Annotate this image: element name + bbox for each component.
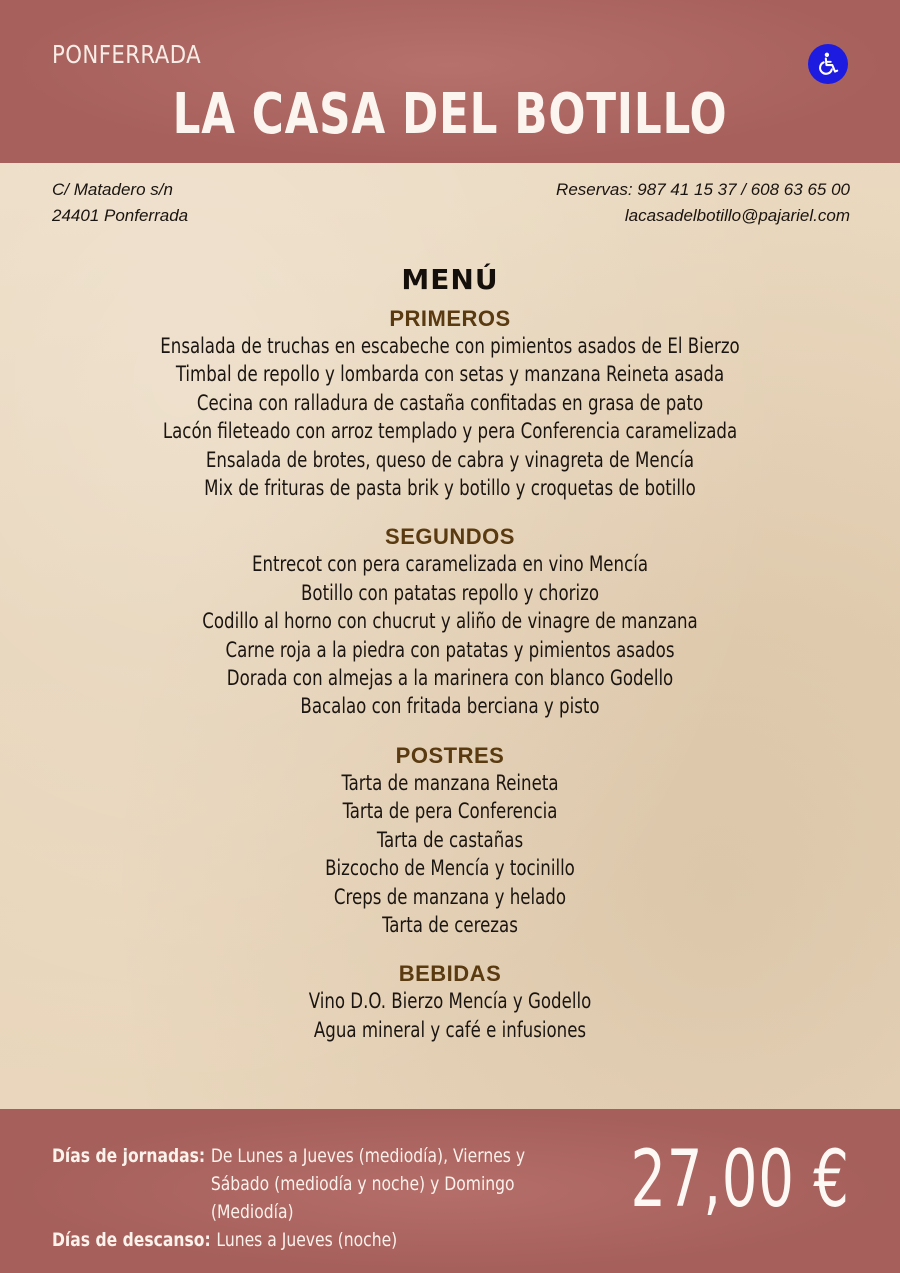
menu-item: Ensalada de brotes, queso de cabra y vinagreta de Mencía — [205, 447, 695, 472]
menu-price: 27,00 € — [630, 1135, 850, 1225]
section-bebidas — [0, 961, 900, 1044]
menu-item: Carne roja a la piedra con patatas y pimientos asados — [225, 637, 675, 662]
menu-item: Ensalada de truchas en escabeche con pimientos asados de El Bierzo — [160, 334, 740, 358]
menu-item: Bacalao con fritada berciana y pisto — [300, 694, 600, 719]
menu-item: Botillo con patatas repollo y chorizo — [300, 580, 599, 605]
menu-item: Bizcocho de Mencía y tocinillo — [325, 856, 575, 881]
menu-item: Creps de manzana y helado — [333, 884, 567, 909]
section-title: BEBIDAS — [398, 961, 502, 987]
menu-item: Tarta de cerezas — [382, 912, 518, 937]
menu-item: Agua mineral y café e infusiones — [313, 1017, 587, 1042]
city-label: PONFERRADA — [52, 40, 202, 69]
menu — [0, 260, 900, 1044]
email-address: lacasadelbotillo@pajariel.com — [624, 206, 850, 225]
opening-days-value: De Lunes a Jueves (mediodía), Viernes y Sábado (mediodía y noche) y Domingo (Mediodía) — [210, 1145, 526, 1223]
section-title: POSTRES — [395, 742, 505, 768]
restaurant-title: LA CASA DEL BOTILLO — [172, 82, 728, 147]
menu-item: Entrecot con pera caramelizada en vino Mencía — [251, 552, 649, 577]
menu-item: Lacón fileteado con arroz templado y pera Conferencia caramelizada — [162, 419, 738, 444]
address-block — [52, 177, 188, 229]
menu-item: Cecina con ralladura de castaña confitadas en grasa de pato — [196, 390, 704, 415]
menu-item: Tarta de manzana Reineta — [341, 770, 559, 795]
opening-days — [52, 1142, 577, 1226]
section-postres — [0, 743, 900, 939]
menu-item: Dorada con almejas a la marinera con blanco Godello — [226, 666, 674, 691]
menu-item: Tarta de pera Conferencia — [342, 799, 558, 824]
header-band — [0, 0, 900, 163]
wheelchair-icon — [808, 44, 848, 84]
menu-item: Vino D.O. Bierzo Mencía y Godello — [308, 989, 592, 1014]
section-segundos — [0, 524, 900, 720]
rest-days-value: Lunes a Jueves (noche) — [216, 1229, 398, 1251]
menu-item: Mix de frituras de pasta brik y botillo y croquetas de botillo — [204, 476, 696, 501]
opening-days-label: Días de jornadas: — [52, 1145, 206, 1167]
section-title: PRIMEROS — [389, 306, 511, 331]
reservations-phone: Reservas: 987 41 15 37 / 608 63 65 00 — [556, 180, 850, 199]
section-primeros — [0, 306, 900, 502]
postal-city: 24401 Ponferrada — [52, 206, 189, 225]
rest-days-label: Días de descanso: — [52, 1229, 211, 1251]
menu-title: MENÚ — [401, 263, 499, 296]
street-address: C/ Matadero s/n — [52, 180, 173, 199]
schedule-info — [52, 1142, 577, 1254]
contact-block — [556, 177, 850, 229]
rest-days — [52, 1226, 577, 1254]
menu-item: Tarta de castañas — [376, 827, 524, 852]
menu-item: Timbal de repollo y lombarda con setas y manzana Reineta asada — [175, 362, 725, 387]
menu-item: Codillo al horno con chucrut y aliño de vinagre de manzana — [202, 609, 698, 634]
section-title: SEGUNDOS — [385, 524, 515, 550]
